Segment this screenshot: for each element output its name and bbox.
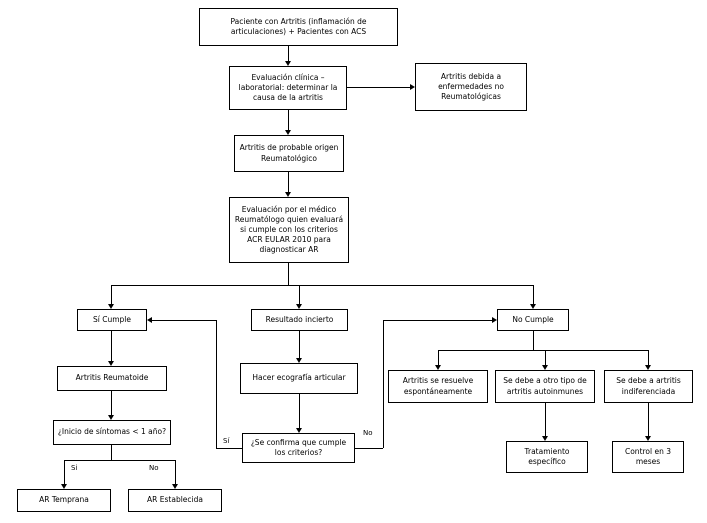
edge-confirma-no-to-no-cumple bbox=[383, 320, 492, 321]
node-probable-origen-reumatologico: Artritis de probable origen Reumatológico bbox=[234, 135, 344, 172]
edge-split-bus bbox=[111, 285, 533, 286]
node-inicio-sintomas: ¿Inicio de síntomas < 1 año? bbox=[53, 420, 171, 445]
arrowhead-ecografia-to-confirma bbox=[296, 428, 302, 433]
edge-label-no-criterios: No bbox=[363, 429, 373, 437]
edge-confirma-si-up bbox=[216, 320, 217, 448]
node-no-cumple: No Cumple bbox=[497, 309, 569, 331]
node-hacer-ecografia: Hacer ecografía articular bbox=[240, 363, 358, 394]
arrowhead-confirma-no-to-no-cumple bbox=[492, 317, 497, 323]
node-artritis-indiferenciada: Se debe a artritis indiferenciada bbox=[604, 370, 693, 403]
node-artritis-espontanea: Artritis se resuelve espontáneamente bbox=[388, 370, 488, 403]
arrowhead-probable-to-reumatologo bbox=[285, 192, 291, 197]
edge-otro-tipo-to-tratamiento bbox=[545, 403, 546, 436]
edge-evaluacion-to-probable bbox=[288, 110, 289, 130]
edge-confirma-no-up bbox=[383, 320, 384, 448]
arrowhead-bus-to-otro-tipo bbox=[542, 365, 548, 370]
edge-probable-to-reumatologo bbox=[288, 172, 289, 192]
edge-no-cumple-stem bbox=[533, 331, 534, 350]
edge-reumatologo-stem bbox=[288, 263, 289, 285]
node-artritis-no-reumatologica: Artritis debida a enfermedades no Reumatológicas bbox=[415, 63, 527, 111]
edge-bus-to-indiferenciada bbox=[648, 350, 649, 365]
edge-inicio-to-ar-temprana bbox=[64, 460, 65, 484]
node-resultado-incierto: Resultado incierto bbox=[251, 309, 348, 331]
edge-artritis-reumatoide-to-inicio bbox=[111, 391, 112, 415]
edge-bus-to-espontanea bbox=[438, 350, 439, 365]
edge-indiferenciada-to-control bbox=[648, 403, 649, 436]
edge-bus-to-otro-tipo bbox=[545, 350, 546, 365]
arrowhead-bus-to-indiferenciada bbox=[645, 365, 651, 370]
node-tratamiento-especifico: Tratamiento específico bbox=[506, 441, 588, 473]
arrowhead-artritis-reumatoide-to-inicio bbox=[108, 415, 114, 420]
edge-confirma-no-right bbox=[355, 448, 383, 449]
edge-resultado-to-ecografia bbox=[299, 331, 300, 358]
edge-si-cumple-to-artritis-reumatoide bbox=[111, 331, 112, 361]
edge-bus-to-resultado-incierto bbox=[299, 285, 300, 304]
edge-label-no-branch: No bbox=[149, 464, 159, 472]
edge-inicio-bus bbox=[64, 460, 175, 461]
edge-ecografia-to-confirma bbox=[299, 394, 300, 428]
arrowhead-si-cumple-to-artritis-reumatoide bbox=[108, 361, 114, 366]
arrowhead-evaluacion-to-no-reumatologica bbox=[410, 84, 415, 90]
arrowhead-bus-to-si-cumple bbox=[108, 304, 114, 309]
edge-start-to-evaluacion bbox=[288, 46, 289, 61]
edge-evaluacion-to-no-reumatologica bbox=[347, 87, 410, 88]
arrowhead-confirma-si-to-si-cumple bbox=[147, 317, 152, 323]
node-ar-temprana: AR Temprana bbox=[17, 489, 111, 512]
edge-no-cumple-bus bbox=[438, 350, 648, 351]
node-confirma-criterios: ¿Se confirma que cumple los criterios? bbox=[242, 433, 355, 463]
arrowhead-start-to-evaluacion bbox=[285, 61, 291, 66]
arrowhead-otro-tipo-to-tratamiento bbox=[542, 436, 548, 441]
arrowhead-inicio-to-ar-temprana bbox=[61, 484, 67, 489]
edge-confirma-si-left bbox=[216, 448, 242, 449]
arrowhead-bus-to-resultado-incierto bbox=[296, 304, 302, 309]
arrowhead-bus-to-no-cumple bbox=[530, 304, 536, 309]
edge-inicio-to-ar-establecida bbox=[175, 460, 176, 484]
node-evaluacion-clinica: Evaluación clínica – laboratorial: determinar la causa de la artritis bbox=[229, 66, 347, 110]
arrowhead-evaluacion-to-probable bbox=[285, 130, 291, 135]
arrowhead-indiferenciada-to-control bbox=[645, 436, 651, 441]
arrowhead-inicio-to-ar-establecida bbox=[172, 484, 178, 489]
node-otro-tipo-artritis: Se debe a otro tipo de artritis autoinmunes bbox=[495, 370, 595, 403]
node-start: Paciente con Artritis (inflamación de articulaciones) + Pacientes con ACS bbox=[199, 8, 398, 46]
edge-label-si-criterios: Sí bbox=[223, 437, 230, 445]
edge-confirma-si-to-si-cumple bbox=[152, 320, 216, 321]
node-artritis-reumatoide: Artritis Reumatoide bbox=[57, 366, 167, 391]
edge-bus-to-si-cumple bbox=[111, 285, 112, 304]
edge-inicio-stem bbox=[111, 445, 112, 460]
edge-bus-to-no-cumple bbox=[533, 285, 534, 304]
arrowhead-resultado-to-ecografia bbox=[296, 358, 302, 363]
node-ar-establecida: AR Establecida bbox=[128, 489, 222, 512]
edge-label-si-branch: Si bbox=[71, 464, 78, 472]
node-si-cumple: Sí Cumple bbox=[77, 309, 147, 331]
node-evaluacion-reumatologo: Evaluación por el médico Reumatólogo quien evaluará si cumple con los criterios ACR EULAR 2010 para diagnosticar AR bbox=[229, 197, 349, 263]
node-control-3-meses: Control en 3 meses bbox=[612, 441, 684, 473]
arrowhead-bus-to-espontanea bbox=[435, 365, 441, 370]
